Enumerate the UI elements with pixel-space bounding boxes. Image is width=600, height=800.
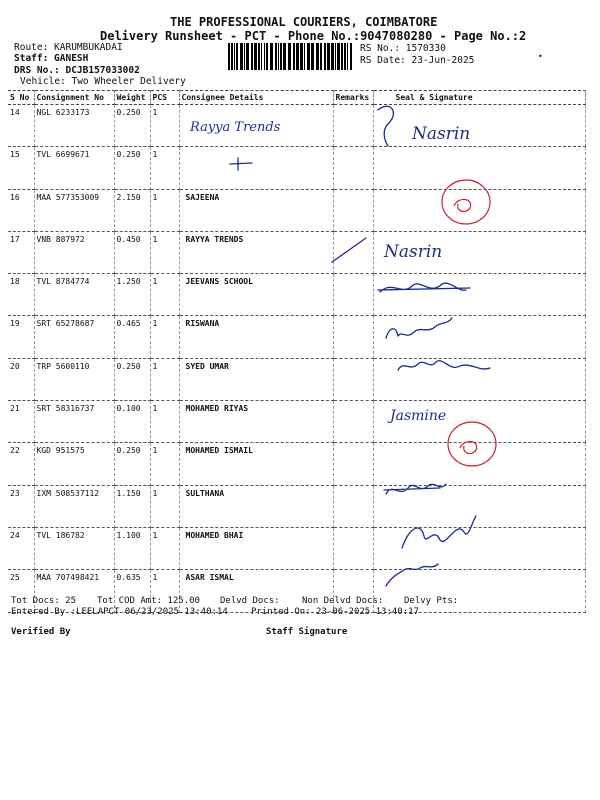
table-row <box>8 105 585 147</box>
barcode-bar <box>331 43 334 70</box>
row-consignment: KGD 951575 <box>34 443 114 485</box>
row-sno: 20 <box>8 358 34 400</box>
barcode-bar <box>258 43 260 70</box>
barcode-bar <box>280 43 282 70</box>
vehicle-label: Vehicle: Two Wheeler Delivery <box>20 76 186 87</box>
rs-date: RS Date: 23-Jun-2025 <box>360 55 475 66</box>
row-sno: 23 <box>8 485 34 527</box>
row-consignment: SRT 65278687 <box>34 316 114 358</box>
staff-signature: Staff Signature <box>266 627 348 637</box>
barcode-bar <box>316 43 319 70</box>
row-weight: 0.635 <box>114 570 150 612</box>
barcode-bar <box>307 43 310 70</box>
row-sno: 14 <box>8 105 34 147</box>
barcode-bar <box>304 43 305 70</box>
row-consignment: SRT 58316737 <box>34 401 114 443</box>
row-consignee <box>179 105 333 147</box>
row-sno: 18 <box>8 274 34 316</box>
barcode-bar <box>261 43 262 70</box>
row-seal-signature <box>373 105 585 147</box>
row-seal-signature <box>373 443 585 485</box>
row-sno: 21 <box>8 401 34 443</box>
staff-label: Staff: GANESH <box>14 53 89 64</box>
row-remarks <box>333 316 373 358</box>
row-seal-signature <box>373 401 585 443</box>
printed-on: Printed On: 23-06-2025 13:40:17 <box>251 607 419 617</box>
row-sno: 16 <box>8 189 34 231</box>
barcode-bar <box>320 43 322 70</box>
row-pcs: 1 <box>150 189 179 231</box>
tot-cod-amt: Tot COD Amt: 125.00 <box>97 596 200 606</box>
col-sno: S No <box>8 91 34 105</box>
row-sno: 15 <box>8 147 34 189</box>
row-seal-signature <box>373 147 585 189</box>
handwritten-consignee-row14: Rayya Trends <box>190 120 281 135</box>
row-remarks <box>333 274 373 316</box>
table-row <box>8 570 585 612</box>
table-row <box>8 527 585 569</box>
table-row <box>8 231 585 273</box>
row-remarks <box>333 105 373 147</box>
row-consignment: IXM 508537112 <box>34 485 114 527</box>
row-consignment: TVL 8784774 <box>34 274 114 316</box>
row-consignment: MAA 707498421 <box>34 570 114 612</box>
barcode-bar <box>337 43 340 70</box>
col-pcs: PCS <box>150 91 179 105</box>
row-weight: 0.450 <box>114 231 150 273</box>
row-remarks <box>333 231 373 273</box>
tot-docs: Tot Docs: 25 <box>11 596 77 606</box>
runsheet-subtitle: Delivery Runsheet - PCT - Phone No.:9047080280 - Page No.:2 <box>100 29 527 43</box>
row-consignment: TVL 186782 <box>34 527 114 569</box>
table-header-row <box>8 91 585 105</box>
row-weight: 1.100 <box>114 527 150 569</box>
table-row <box>8 401 585 443</box>
table-row <box>8 316 585 358</box>
row-weight: 1.250 <box>114 274 150 316</box>
verified-by: Verified By <box>11 627 71 637</box>
row-consignee: SYED UMAR <box>179 358 333 400</box>
row-remarks <box>333 527 373 569</box>
row-sno: 22 <box>8 443 34 485</box>
barcode-bar <box>266 43 268 70</box>
col-remarks: Remarks <box>333 91 373 105</box>
barcode-bar <box>311 43 314 70</box>
barcode-bar <box>275 43 277 70</box>
barcode-bar <box>270 43 273 70</box>
runsheet-table <box>8 90 586 613</box>
row-weight: 0.100 <box>114 401 150 443</box>
row-seal-signature <box>373 189 585 231</box>
row-consignee: RAYYA TRENDS <box>179 231 333 273</box>
row-consignee <box>179 147 333 189</box>
row-remarks <box>333 485 373 527</box>
row-consignee: MOHAMED RIYAS <box>179 401 333 443</box>
row-pcs: 1 <box>150 485 179 527</box>
barcode-bar <box>296 43 299 70</box>
row-pcs: 1 <box>150 443 179 485</box>
signature-row14: Nasrin <box>412 124 471 144</box>
col-consignee: Consignee Details <box>179 91 333 105</box>
mark-dot: • <box>538 52 543 61</box>
row-seal-signature <box>373 358 585 400</box>
col-consignment: Consignment No <box>34 91 114 105</box>
row-weight: 1.150 <box>114 485 150 527</box>
table-row <box>8 443 585 485</box>
row-seal-signature <box>373 485 585 527</box>
barcode-bar <box>264 43 265 70</box>
row-consignee: MOHAMED BHAI <box>179 527 333 569</box>
barcode <box>228 43 354 70</box>
rs-number: RS No.: 1570330 <box>360 43 446 54</box>
table-row <box>8 358 585 400</box>
row-pcs: 1 <box>150 316 179 358</box>
row-pcs: 1 <box>150 274 179 316</box>
barcode-bar <box>228 43 230 70</box>
barcode-bar <box>244 43 245 70</box>
signature-row21: Jasmine <box>390 408 447 424</box>
barcode-bar <box>327 43 330 70</box>
barcode-bar <box>231 43 233 70</box>
barcode-bar <box>324 43 326 70</box>
entered-by: Entered By :LEELAPCT 06/23/2025 13:40:14 <box>11 607 228 617</box>
barcode-bar <box>278 43 279 70</box>
table-row <box>8 274 585 316</box>
barcode-bar <box>335 43 336 70</box>
barcode-bar <box>293 43 295 70</box>
non-delvd-docs: Non Delvd Docs: <box>302 596 384 606</box>
row-sno: 19 <box>8 316 34 358</box>
drs-number: DRS No.: DCJB157033002 <box>14 65 140 76</box>
row-seal-signature <box>373 274 585 316</box>
row-remarks <box>333 443 373 485</box>
delvd-docs: Delvd Docs: <box>220 596 280 606</box>
row-sno: 24 <box>8 527 34 569</box>
row-sno: 17 <box>8 231 34 273</box>
row-weight: 0.250 <box>114 105 150 147</box>
row-consignment: TVL 6699671 <box>34 147 114 189</box>
row-consignment: MAA 577353009 <box>34 189 114 231</box>
row-consignee: ASAR ISMAL <box>179 570 333 612</box>
row-pcs: 1 <box>150 105 179 147</box>
row-consignee: MOHAMED ISMAIL <box>179 443 333 485</box>
row-consignee: JEEVANS SCHOOL <box>179 274 333 316</box>
row-weight: 0.465 <box>114 316 150 358</box>
row-seal-signature <box>373 527 585 569</box>
row-remarks <box>333 401 373 443</box>
row-weight: 2.150 <box>114 189 150 231</box>
barcode-bar <box>344 43 346 70</box>
row-remarks <box>333 189 373 231</box>
company-title: THE PROFESSIONAL COURIERS, COIMBATORE <box>170 15 438 29</box>
table-row <box>8 485 585 527</box>
route-label: Route: KARUMBUKADAI <box>14 42 123 53</box>
barcode-bar <box>283 43 286 70</box>
barcode-bar <box>300 43 303 70</box>
delvy-pts: Delvy Pts: <box>404 596 459 606</box>
barcode-bar <box>246 43 249 70</box>
row-consignment: NGL 6233173 <box>34 105 114 147</box>
row-pcs: 1 <box>150 570 179 612</box>
signature-row17: Nasrin <box>384 242 443 262</box>
row-pcs: 1 <box>150 231 179 273</box>
row-pcs: 1 <box>150 401 179 443</box>
row-pcs: 1 <box>150 358 179 400</box>
barcode-bar <box>234 43 235 70</box>
barcode-bar <box>240 43 243 70</box>
row-consignment: VNB 887972 <box>34 231 114 273</box>
row-consignee: SULTHANA <box>179 485 333 527</box>
row-remarks <box>333 147 373 189</box>
col-weight: Weight <box>114 91 150 105</box>
row-remarks <box>333 358 373 400</box>
row-weight: 0.250 <box>114 358 150 400</box>
table-row <box>8 147 585 189</box>
barcode-bar <box>341 43 343 70</box>
barcode-bar <box>288 43 291 70</box>
row-pcs: 1 <box>150 527 179 569</box>
barcode-bar <box>251 43 253 70</box>
row-consignment: TRP 5600110 <box>34 358 114 400</box>
barcode-bar <box>236 43 238 70</box>
barcode-bar <box>350 43 352 70</box>
table-row <box>8 189 585 231</box>
row-seal-signature <box>373 316 585 358</box>
row-consignee: SAJEENA <box>179 189 333 231</box>
col-seal-signature: Seal & Signature <box>373 91 585 105</box>
barcode-bar <box>347 43 348 70</box>
row-consignee: RISWANA <box>179 316 333 358</box>
row-weight: 0.250 <box>114 147 150 189</box>
barcode-bar <box>254 43 257 70</box>
row-sno: 25 <box>8 570 34 612</box>
row-weight: 0.250 <box>114 443 150 485</box>
row-pcs: 1 <box>150 147 179 189</box>
row-seal-signature <box>373 231 585 273</box>
